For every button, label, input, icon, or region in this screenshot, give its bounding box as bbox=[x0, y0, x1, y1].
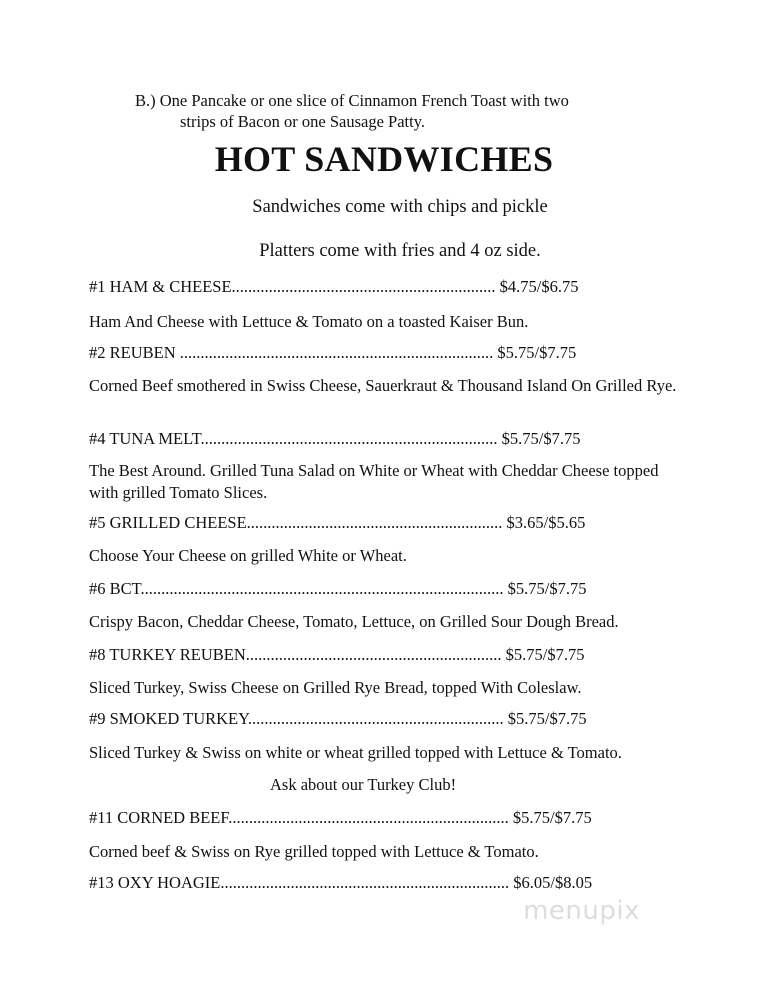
intro-line-1: B.) One Pancake or one slice of Cinnamon French Toast with two bbox=[135, 91, 569, 110]
menu-item-smoked-turkey: #9 SMOKED TURKEY.............................................................. $5.75/$7.75 bbox=[89, 709, 587, 728]
subtitle-platters: Platters come with fries and 4 oz side. bbox=[259, 241, 541, 261]
item-description: Sliced Turkey, Swiss Cheese on Grilled Rye Bread, topped With Coleslaw. bbox=[89, 678, 582, 697]
menu-item-grilled-cheese: #5 GRILLED CHEESE.............................................................. $3.65/$5.65 bbox=[89, 513, 586, 532]
item-description: The Best Around. Grilled Tuna Salad on White or Wheat with Cheddar Cheese topped with grilled Tomato Slices. bbox=[89, 461, 659, 502]
menu-item-reuben: #2 REUBEN ............................................................................ $5.75/$7.75 bbox=[89, 343, 577, 362]
item-description: Choose Your Cheese on grilled White or Wheat. bbox=[89, 546, 407, 565]
item-description: Corned Beef smothered in Swiss Cheese, Sauerkraut & Thousand Island On Grilled Rye. bbox=[89, 376, 677, 395]
item-description: Sliced Turkey & Swiss on white or wheat grilled topped with Lettuce & Tomato. bbox=[89, 743, 622, 762]
subtitle-sandwiches: Sandwiches come with chips and pickle bbox=[252, 197, 548, 217]
intro-line-2: strips of Bacon or one Sausage Patty. bbox=[180, 112, 426, 131]
menu-item-bct: #6 BCT........................................................................................ $5.75/$7.75 bbox=[89, 579, 587, 598]
menu-item-turkey-reuben: #8 TURKEY REUBEN.............................................................. $5.75/$7.75 bbox=[89, 645, 585, 664]
menu-item-ham-cheese: #1 HAM & CHEESE................................................................ $4.75/$6.75 bbox=[89, 277, 579, 296]
menu-item-corned-beef: #11 CORNED BEEF.................................................................... $5.75/$7.75 bbox=[89, 808, 592, 827]
item-description: Crispy Bacon, Cheddar Cheese, Tomato, Lettuce, on Grilled Sour Dough Bread. bbox=[89, 612, 619, 631]
menu-item-oxy-hoagie: #13 OXY HOAGIE...................................................................... $6.05/$8.05 bbox=[89, 873, 593, 892]
section-title: HOT SANDWICHES bbox=[214, 139, 554, 179]
item-description: Corned beef & Swiss on Rye grilled topped with Lettuce & Tomato. bbox=[89, 842, 539, 861]
item-description: Ham And Cheese with Lettuce & Tomato on a toasted Kaiser Bun. bbox=[89, 312, 529, 331]
menu-item-tuna-melt: #4 TUNA MELT........................................................................ $5.75/$7.75 bbox=[89, 429, 581, 448]
turkey-club-note: Ask about our Turkey Club! bbox=[270, 775, 457, 794]
menupix-watermark: menupix bbox=[523, 896, 640, 926]
